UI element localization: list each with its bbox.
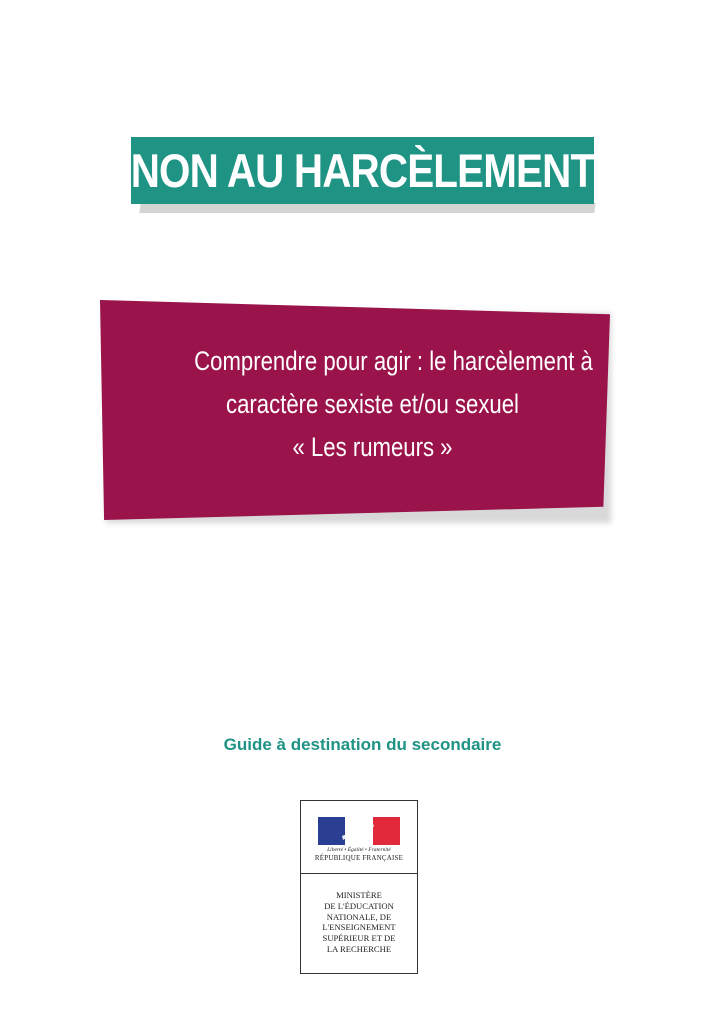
- ministry-line: L'ENSEIGNEMENT: [322, 922, 396, 933]
- subtitle: [155, 340, 593, 469]
- ministry-line: MINISTÈRE: [336, 890, 382, 900]
- title-banner: [131, 137, 594, 204]
- audience-label: Guide à destination du secondaire: [223, 735, 502, 754]
- subtitle-line: « Les rumeurs »: [292, 432, 453, 462]
- motto: Liberté • Égalité • Fraternité: [327, 847, 391, 853]
- republic-name: RÉPUBLIQUE FRANÇAISE: [314, 854, 404, 862]
- document-title: NON AU HARCÈLEMENT: [130, 144, 595, 197]
- ministry-line: LA RECHERCHE: [326, 943, 392, 954]
- subtitle-line: caractère sexiste et/ou sexuel: [226, 389, 519, 419]
- logo-divider: [301, 873, 417, 874]
- title-banner-shadow: [139, 203, 595, 213]
- ministry-name: [305, 890, 413, 955]
- marianne-icon: [318, 817, 400, 845]
- subtitle-line: Comprendre pour agir : le harcèlement à: [194, 346, 593, 376]
- ministry-line: DE L'ÉDUCATION: [324, 900, 394, 911]
- ministry-line: NATIONALE, DE: [326, 911, 392, 922]
- ministry-logo: [300, 800, 418, 974]
- ministry-line: SUPÉRIEUR ET DE: [322, 933, 396, 944]
